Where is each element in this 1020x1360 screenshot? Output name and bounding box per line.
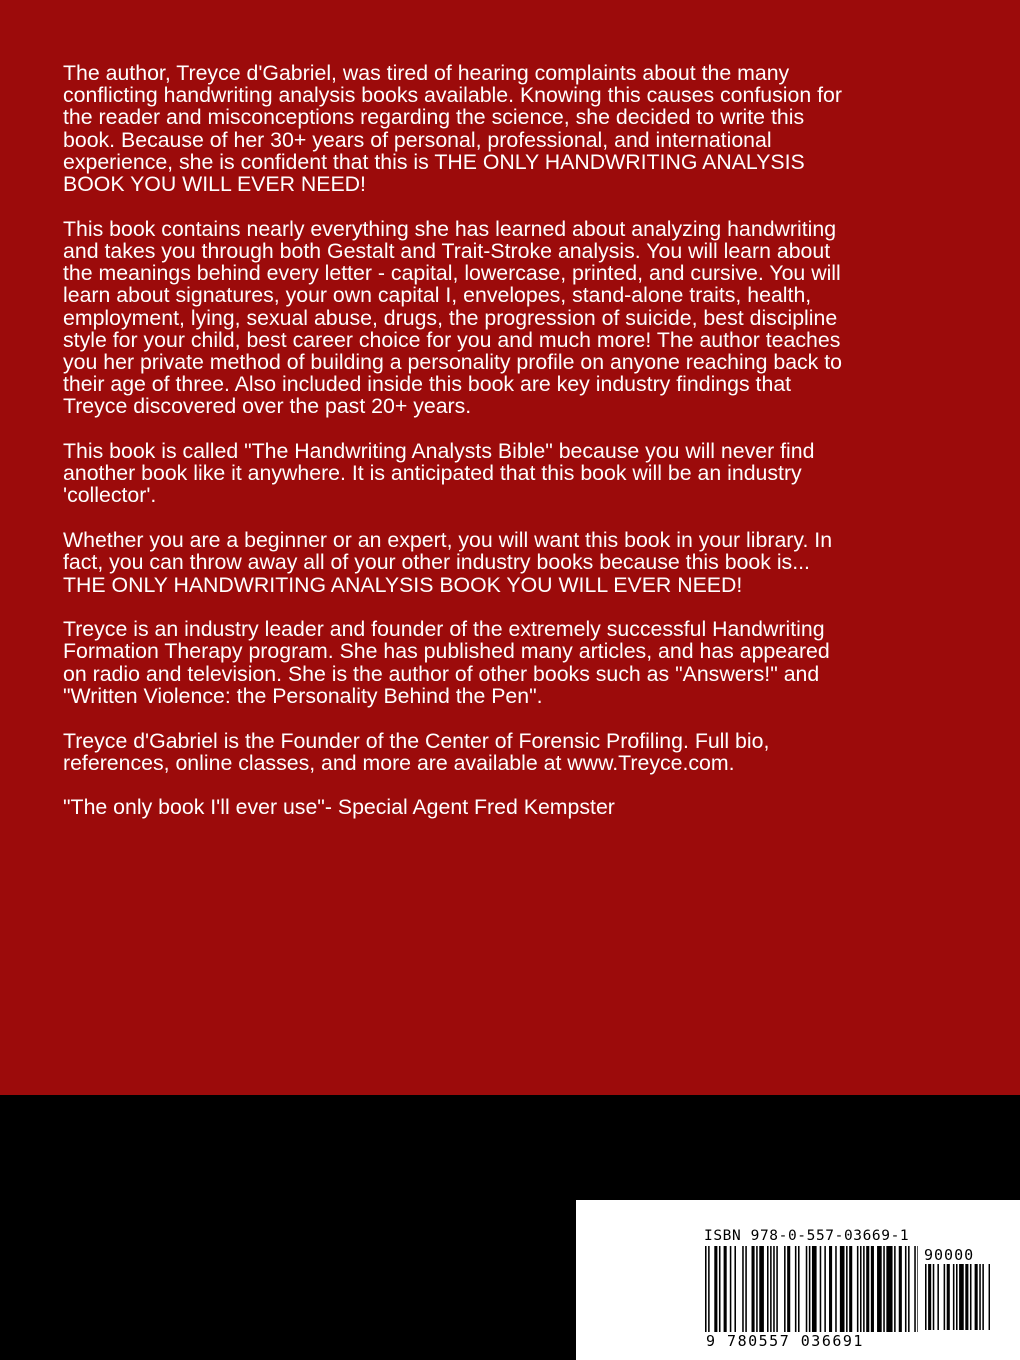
testimonial-quote: "The only book I'll ever use"- Special Agent Fred Kempster [63,795,615,820]
isbn-label: ISBN 978-0-557-03669-1 [704,1228,910,1244]
isbn-barcode-box [576,1200,1020,1360]
paragraph-founder-info: Treyce d'Gabriel is the Founder of the Center of Forensic Profiling. Full bio, references, online classes, and more are available at www.Treyce.com. [63,728,770,775]
paragraph-book-title-explanation: This book is called "The Handwriting Analysts Bible" because you will never find another book like it anywhere. It is anticipated that this book will be an industry 'collector'. [63,439,815,508]
price-code: 90000 [924,1246,975,1264]
paragraph-audience: Whether you are a beginner or an expert, you will want this book in your library. In fact, you can throw away all of your other industry books because this book is... THE ONLY HANDWRITING ANALYSIS BOOK YOU WILL EVER NEED! [63,528,833,597]
paragraph-book-contents: This book contains nearly everything she has learned about analyzing handwriting and takes you through both Gestalt and Trait-Stroke analysis. You will learn about the meanings behind every letter - capital, lowercase, printed, and cursive. You will learn about signatures, your own capital I, envelopes, stand-alone traits, health, employment, lying, sexual abuse, drugs, the progression of suicide, best discipline style for your child, best career choice for you and much more! The author teaches you her private method of building a personality profile on anyone reaching back to their age of three. Also included inside this book are key industry findings that Treyce discovered over the past 20+ years. [63,216,843,419]
ean-barcode-icon [704,1246,918,1342]
blurb-text [63,62,963,841]
barcode-digits: 9 780557 036691 [706,1332,864,1350]
paragraph-author-intro: The author, Treyce d'Gabriel, was tired of hearing complaints about the many conflicting handwriting analysis books available. Knowing this causes confusion for the reader and misconceptions regarding the science, she decided to write this book. Because of her 30+ years of personal, professional, and international experience, she is confident that this is THE ONLY HANDWRITING ANALYSIS BOOK YOU WILL EVER NEED! [63,61,842,197]
price-barcode-icon [924,1264,990,1340]
paragraph-author-credentials: Treyce is an industry leader and founder of the extremely successful Handwriting Formation Therapy program. She has published many articles, and has appeared on radio and television. She is the author of other books such as "Answers!" and "Written Violence: the Personality Behind the Pen". [63,617,830,708]
